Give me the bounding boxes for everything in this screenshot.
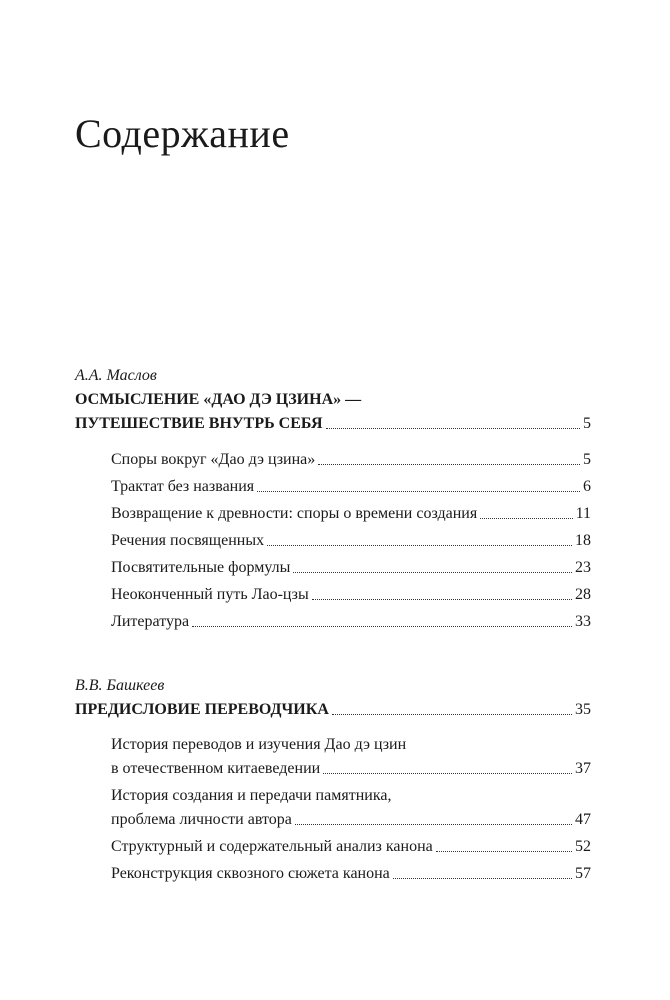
dot-leader <box>318 464 580 465</box>
section-author: В.В. Башкеев <box>75 677 165 694</box>
dot-leader <box>192 626 572 627</box>
toc-page-number: 47 <box>575 811 591 828</box>
toc-page-number: 11 <box>575 505 591 522</box>
toc-entry[interactable] <box>75 610 591 634</box>
toc-page-number: 23 <box>575 559 591 576</box>
toc-entry-label: Литература <box>111 613 190 630</box>
toc-entry[interactable] <box>75 733 591 781</box>
toc-entry-main[interactable] <box>75 412 591 436</box>
toc-page-number: 33 <box>575 613 591 630</box>
section-author: А.А. Маслов <box>75 367 157 384</box>
dot-leader <box>480 518 572 519</box>
toc-page-number: 57 <box>575 865 591 882</box>
toc-entry-main[interactable] <box>75 698 591 722</box>
toc-entry[interactable] <box>75 448 591 472</box>
toc-page-number: 5 <box>583 415 591 432</box>
toc-entry-label-line1: История переводов и изучения Дао дэ цзин <box>111 736 407 753</box>
dot-leader <box>332 714 572 715</box>
toc-section-bashkeev <box>75 676 591 889</box>
toc-entry-label: Трактат без названия <box>111 478 255 495</box>
toc-entry[interactable] <box>75 529 591 553</box>
toc-entry-label: в отечественном китаеведении <box>111 760 321 777</box>
toc-entry-label-line1: История создания и передачи памятника, <box>111 787 392 804</box>
toc-section-maslov <box>75 366 591 637</box>
page-title: Содержание <box>75 111 290 156</box>
toc-entry[interactable] <box>75 784 591 832</box>
dot-leader <box>267 545 572 546</box>
toc-entry[interactable] <box>75 475 591 499</box>
toc-entry[interactable] <box>75 583 591 607</box>
dot-leader <box>257 491 580 492</box>
section-heading-line1[interactable]: ОСМЫСЛЕНИЕ «ДАО ДЭ ЦЗИНА» — <box>75 391 362 408</box>
toc-page-number: 35 <box>575 701 591 718</box>
toc-page-number: 18 <box>575 532 591 549</box>
dot-leader <box>312 599 572 600</box>
toc-entry-label: Возвращение к древности: споры о времени создания <box>111 505 478 522</box>
dot-leader <box>293 572 572 573</box>
toc-entry[interactable] <box>75 862 591 886</box>
toc-entry[interactable] <box>75 556 591 580</box>
toc-entry-label: Неоконченный путь Лао-цзы <box>111 586 309 603</box>
toc-page-number: 37 <box>575 760 591 777</box>
toc-page-number: 5 <box>583 451 591 468</box>
toc-page-number: 6 <box>583 478 591 495</box>
dot-leader <box>295 824 572 825</box>
dot-leader <box>326 428 581 429</box>
toc-entry-label: Структурный и содержательный анализ канона <box>111 838 433 855</box>
toc-entry[interactable] <box>75 502 591 526</box>
toc-entry-label: Речения посвященных <box>111 532 265 549</box>
toc-entry[interactable] <box>75 835 591 859</box>
dot-leader <box>323 773 572 774</box>
toc-entry-label: Споры вокруг «Дао дэ цзина» <box>111 451 316 468</box>
dot-leader <box>393 878 572 879</box>
dot-leader <box>436 851 572 852</box>
toc-entry-label: Посвятительные формулы <box>111 559 291 576</box>
toc-entry-label: Реконструкция сквозного сюжета канона <box>111 865 390 882</box>
toc-page-number: 28 <box>575 586 591 603</box>
toc-entry-label: ПРЕДИСЛОВИЕ ПЕРЕВОДЧИКА <box>75 701 329 718</box>
toc-entry-label: проблема личности автора <box>111 811 292 828</box>
toc-page-number: 52 <box>575 838 591 855</box>
toc-entry-label: ПУТЕШЕСТВИЕ ВНУТРЬ СЕБЯ <box>75 415 323 432</box>
